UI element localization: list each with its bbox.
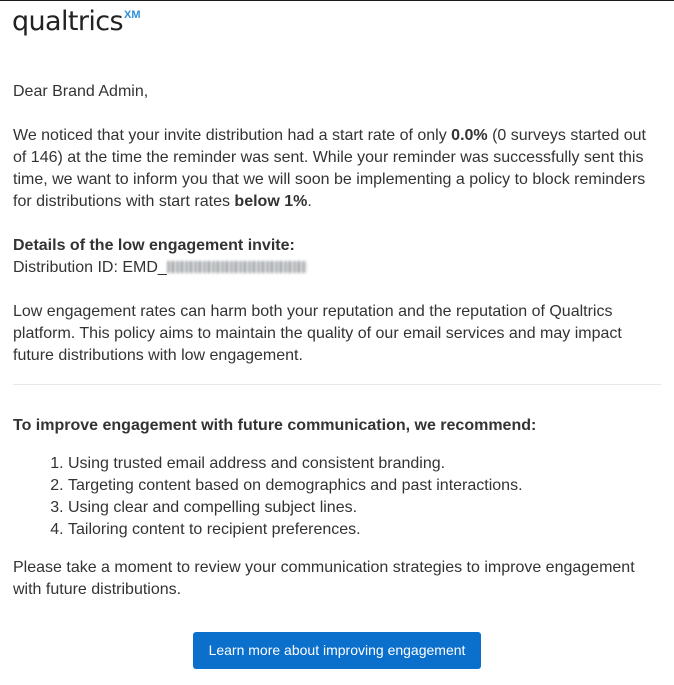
closing-paragraph: Please take a moment to review your communication strategies to improve engagement with future distributions. xyxy=(13,559,635,598)
impact-paragraph: Low engagement rates can harm both your reputation and the reputation of Qualtrics platform. This policy aims to maintain the quality of our email services and may impact future distributions with low engagement. xyxy=(13,303,622,364)
details-section xyxy=(13,235,661,279)
list-item: 2. Targeting content based on demographics and past interactions. xyxy=(68,475,661,497)
learn-more-button[interactable]: Learn more about improving engagement xyxy=(193,632,481,669)
intro-paragraph xyxy=(13,125,661,213)
qualtrics-logo xyxy=(12,4,141,42)
details-heading: Details of the low engagement invite: xyxy=(13,237,295,254)
section-divider xyxy=(13,384,661,385)
cta-container xyxy=(193,632,481,669)
recommendation-list xyxy=(13,453,661,541)
list-item: 3. Using clear and compelling subject lines. xyxy=(68,497,661,519)
distribution-id-label: Distribution ID: EMD_ xyxy=(13,259,167,276)
intro-text-middle: (0 surveys started out of 146) at the time the reminder was sent. While your reminder was successfully sent this time, we want to inform you that we will soon be implementing a policy to block reminders for distributions with start rates xyxy=(13,127,646,210)
greeting: Dear Brand Admin, xyxy=(13,83,149,100)
intro-text-end: . xyxy=(307,193,312,210)
threshold-value: below 1% xyxy=(234,193,308,210)
distribution-id-line xyxy=(13,257,661,279)
logo-xm-mark: XM xyxy=(124,9,141,21)
list-item: 4. Tailoring content to recipient preferences. xyxy=(68,519,661,541)
logo-wordmark: qualtrics xyxy=(12,6,123,37)
start-rate-value: 0.0% xyxy=(451,127,488,144)
top-border xyxy=(0,0,674,1)
intro-text-start: We noticed that your invite distribution had a start rate of only xyxy=(13,127,452,144)
redacted-distribution-id xyxy=(167,261,307,273)
recommend-heading: To improve engagement with future communication, we recommend: xyxy=(13,417,537,434)
list-item: 1. Using trusted email address and consistent branding. xyxy=(68,453,661,475)
email-body xyxy=(13,81,661,601)
